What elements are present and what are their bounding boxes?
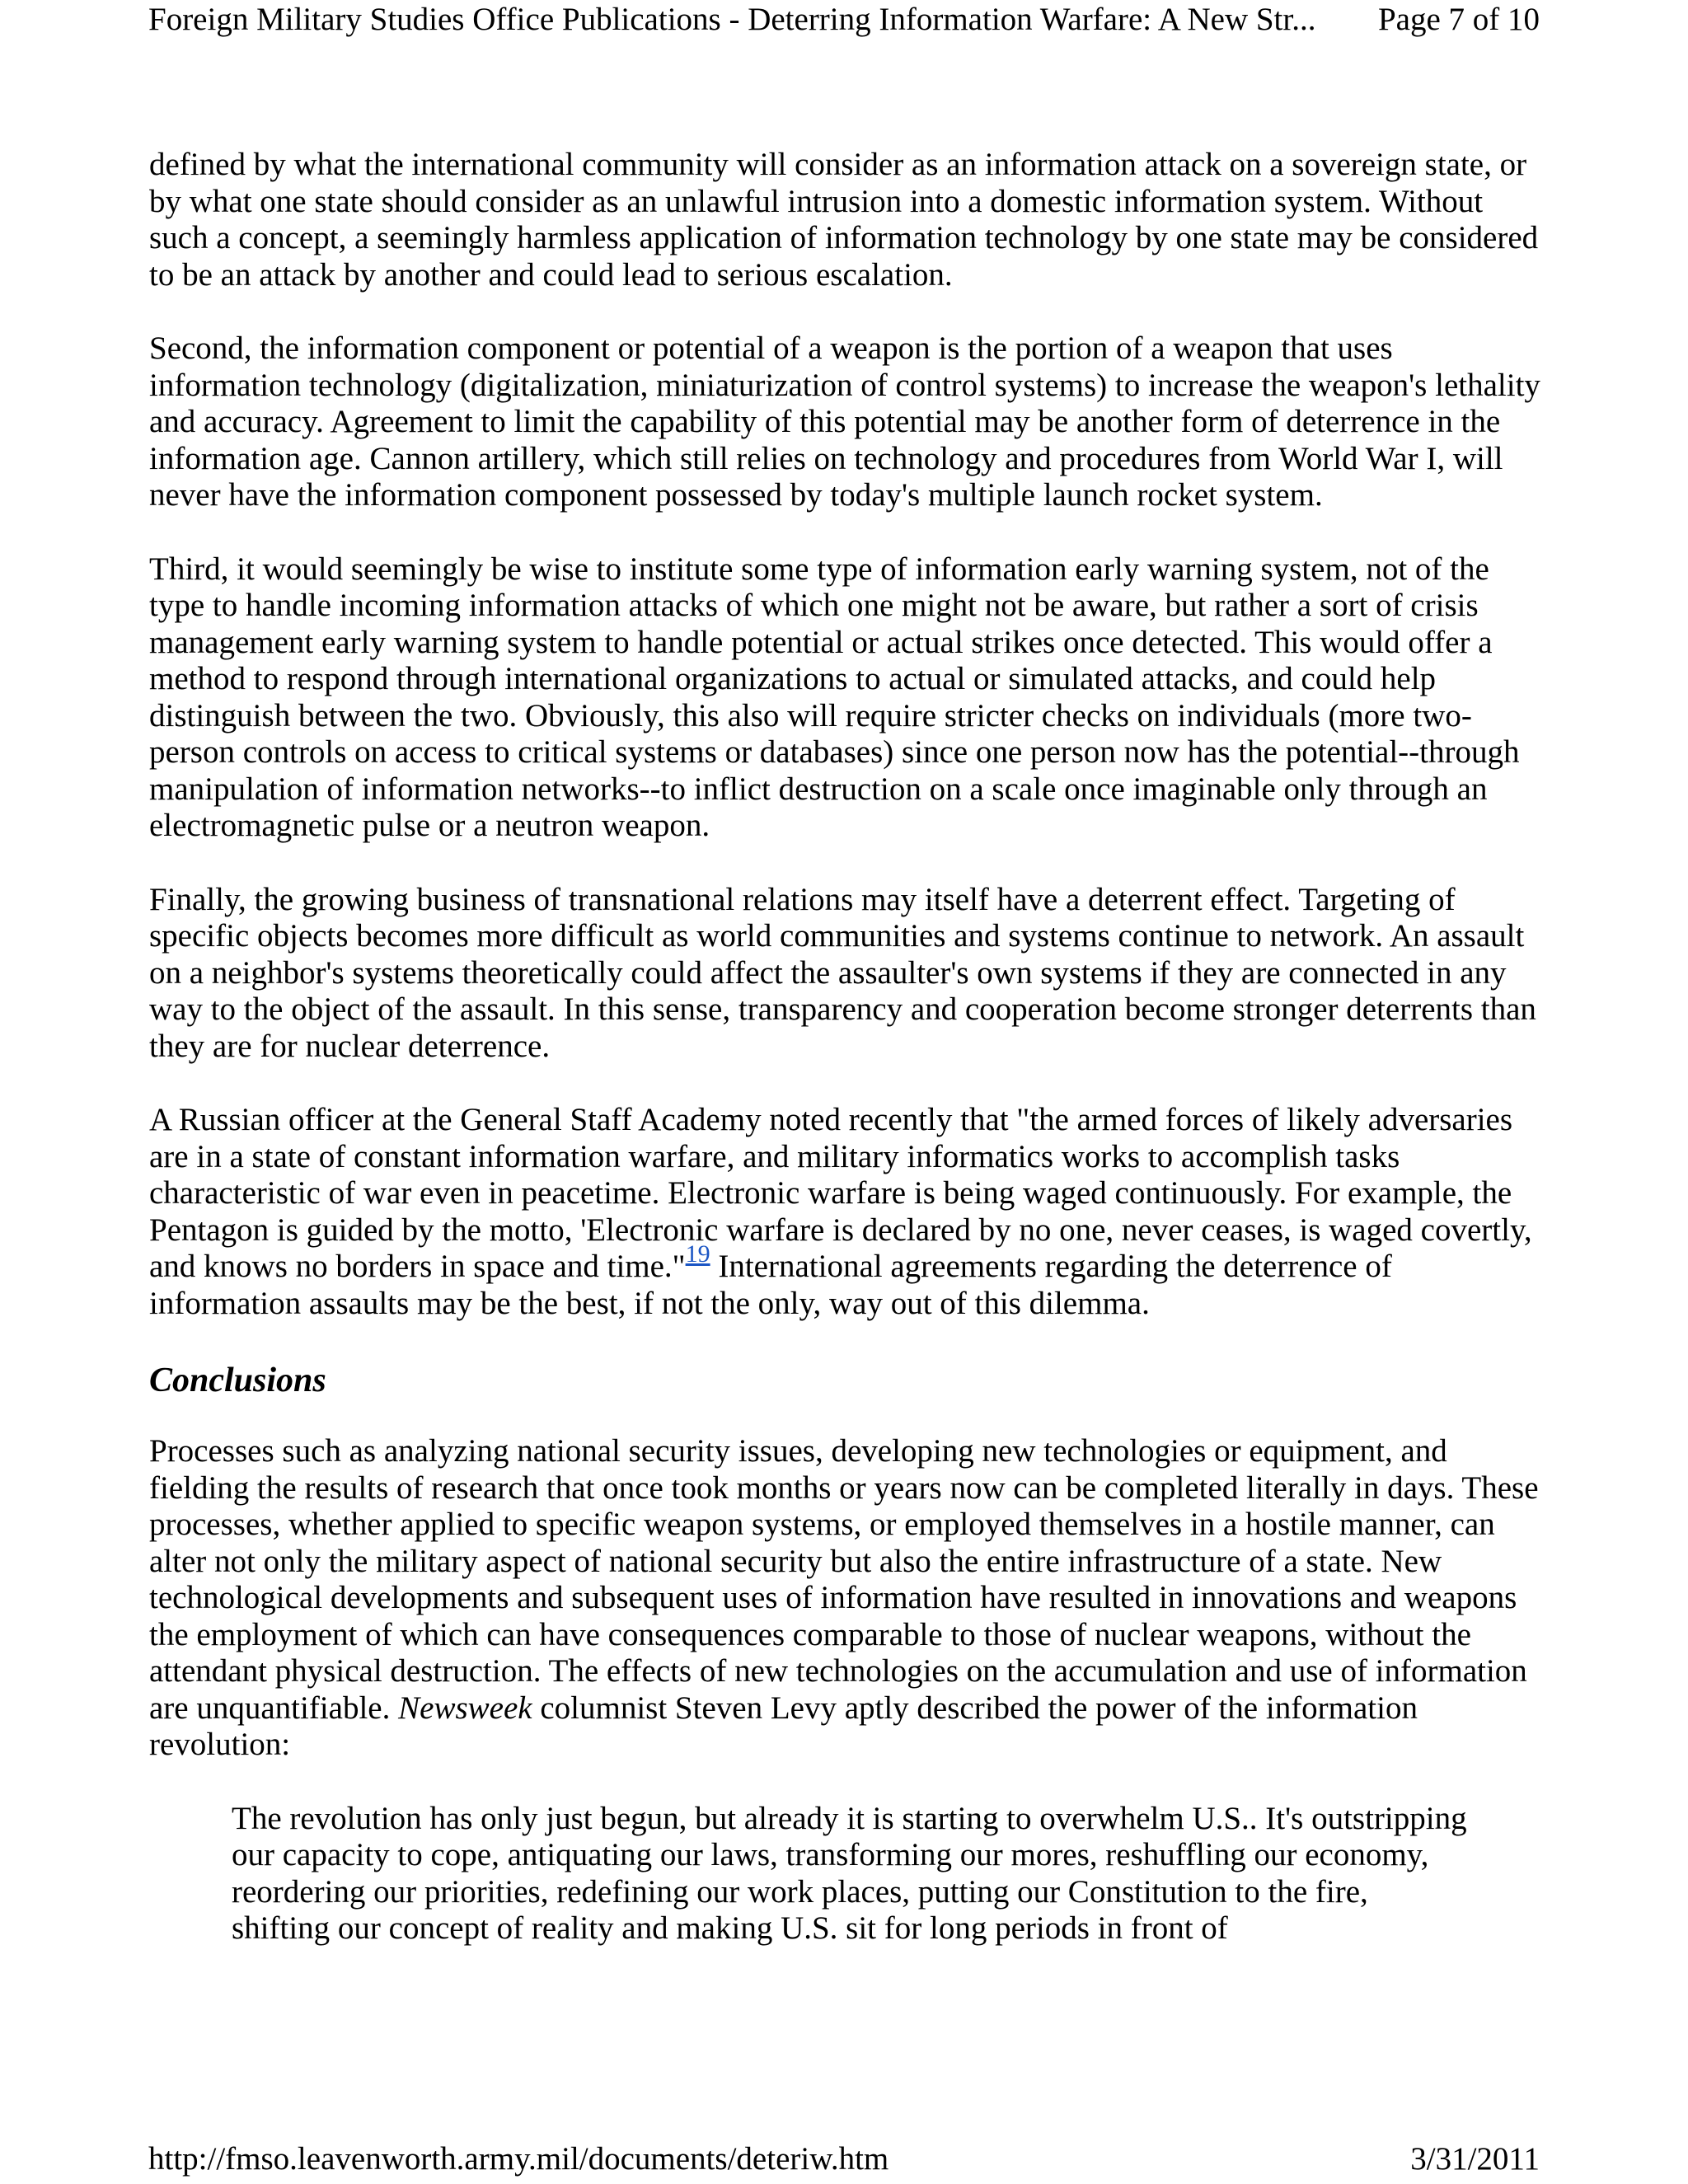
section-heading-conclusions: Conclusions [149, 1361, 326, 1399]
publication-name: Newsweek [398, 1690, 532, 1726]
paragraph-conclusions-text: Processes such as analyzing national security issues, developing new technologies or equipment, and fielding the results of research that once took months or years now can be completed literally in days. These processes, whether applied to specific weapon systems, or employed themselves in a hostile manner, can alter not only the military aspect of national security but also the entire infrastructure of a state. New technological developments and subsequent uses of information have resulted in innovations and weapons the employment of which can have consequences comparable to those of nuclear weapons, without the attendant physical destruction. The effects of new technologies on the accumulation and use of information are unquantifiable. [149, 1433, 1539, 1726]
paragraph-russian-officer-continuation: International agreements regarding the deterrence of information assaults may be the best, if not the only, way out of this dilemma. [149, 1249, 1392, 1321]
page-indicator: Page 7 of 10 [1377, 2, 1540, 37]
print-date: 3/31/2011 [1410, 2141, 1540, 2177]
paragraph-conclusions-continuation: columnist Steven Levy aptly described the power of the information revolution: [149, 1690, 1418, 1762]
paragraph-second: Second, the information component or potential of a weapon is the portion of a weapon that uses information technology (digitalization, miniaturization of control systems) to increase the weapon's lethality and accuracy. Agreement to limit the capability of this potential may be another form of deterrence in the information age. Cannon artillery, which still relies on technology and procedures from World War I, will never have the information component possessed by today's multiple launch rocket system. [149, 330, 1540, 513]
block-quote: The revolution has only just begun, but already it is starting to overwhelm U.S.. It's outstripping our capacity to cope, antiquating our laws, transforming our mores, reshuffling our economy, reordering our priorities, redefining our work places, putting our Constitution to the fire, shifting our concept of reality and making U.S. sit for long periods in front of [232, 1800, 1467, 1946]
document-title: Foreign Military Studies Office Publications - Deterring Information Warfare: A New Str... [148, 2, 1316, 37]
source-url: http://fmso.leavenworth.army.mil/documents/deteriw.htm [148, 2141, 889, 2177]
paragraph-definition: defined by what the international community will consider as an information attack on a sovereign state, or by what one state should consider as an unlawful intrusion into a domestic information system. Without such a concept, a seemingly harmless application of information technology by one state may be considered to be an attack by another and could lead to serious escalation. [149, 147, 1539, 293]
paragraph-russian-officer [149, 1102, 1542, 1322]
page-header [148, 0, 1540, 46]
paragraph-finally: Finally, the growing business of transnational relations may itself have a deterrent effect. Targeting of specific objects becomes more difficult as world communities and systems continue to network. An assault on a neighbor's systems theoretically could affect the assaulter's own systems if they are connected in any way to the object of the assault. In this sense, transparency and cooperation become stronger deterrents than they are for nuclear deterrence. [149, 881, 1536, 1064]
paragraph-third: Third, it would seemingly be wise to institute some type of information early warning system, not of the type to handle incoming information attacks of which one might not be aware, but rather a sort of crisis management early warning system to handle potential or actual strikes once detected. This would offer a method to respond through international organizations to actual or simulated attacks, and could help distinguish between the two. Obviously, this also will require stricter checks on individuals (more two-person controls on access to critical systems or databases) since one person now has the potential--through manipulation of information networks--to inflict destruction on a scale once imaginable only through an electromagnetic pulse or a neutron weapon. [149, 551, 1520, 843]
page-footer [148, 2139, 1540, 2184]
paragraph-conclusions [149, 1433, 1542, 1764]
paragraph-russian-officer-text: A Russian officer at the General Staff Academy noted recently that "the armed forces of likely adversaries are in a state of constant information warfare, and military informatics works to accomplish tasks characteristic of war even in peacetime. Electronic warfare is being waged continuously. For example, the Pentagon is guided by the motto, 'Electronic warfare is declared by no one, never ceases, is waged covertly, and knows no borders in space and time." [149, 1102, 1532, 1284]
footnote-link-19[interactable]: 19 [685, 1240, 710, 1268]
article-body [149, 147, 1542, 1947]
